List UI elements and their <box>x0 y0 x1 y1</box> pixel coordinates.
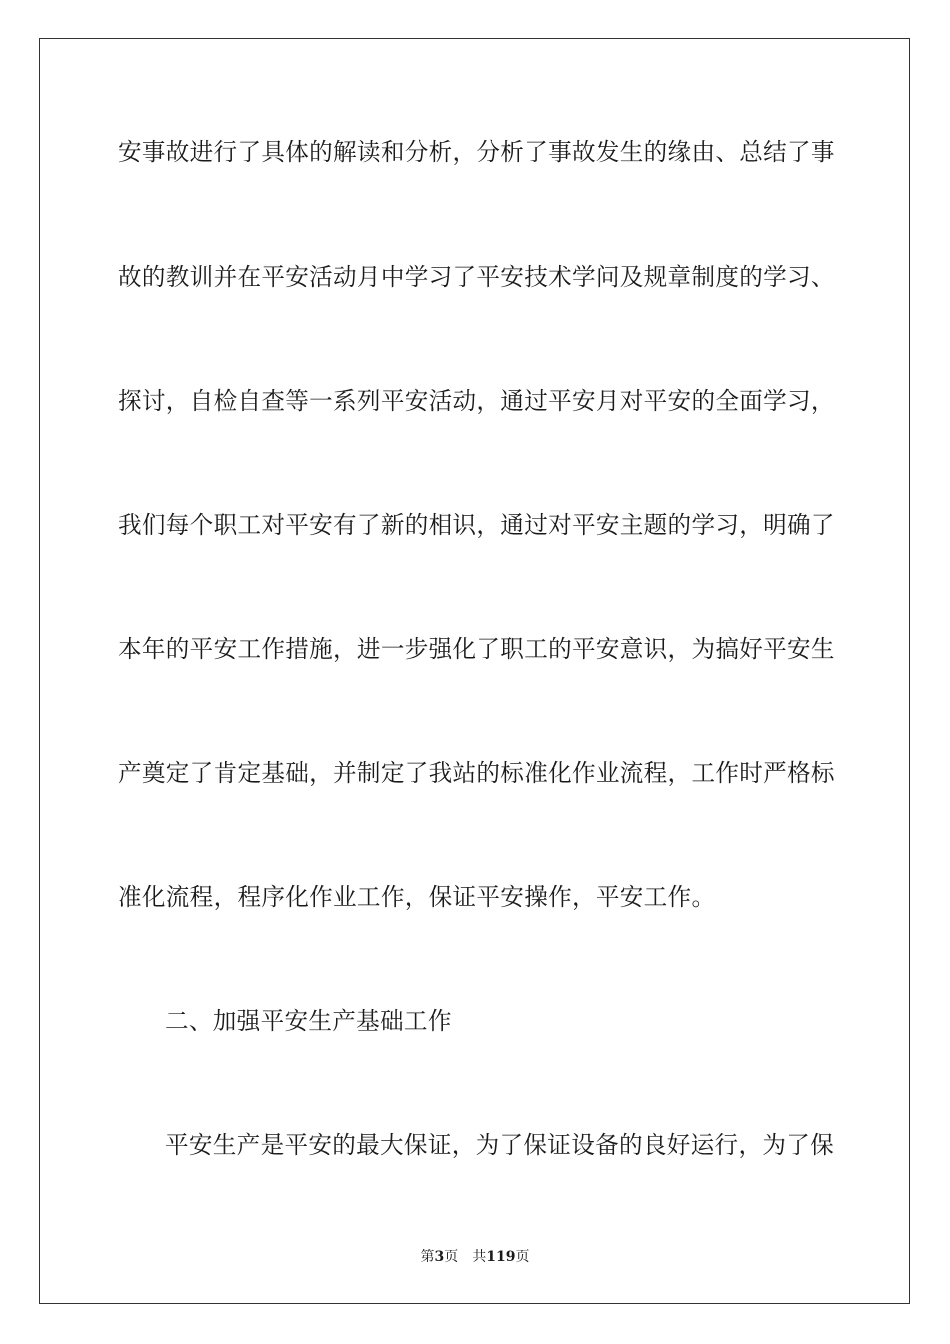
page-number: 3 <box>434 1249 445 1265</box>
page-suffix: 页 <box>444 1249 459 1265</box>
body-text-line: 准化流程，程序化作业工作，保证平安操作，平安工作。 <box>118 883 716 911</box>
total-prefix: 共 <box>472 1249 487 1265</box>
section-heading: 二、加强平安生产基础工作 <box>165 1007 452 1035</box>
body-text-line: 故的教训并在平安活动月中学习了平安技术学问及规章制度的学习、 <box>118 263 835 291</box>
total-suffix: 页 <box>515 1249 530 1265</box>
total-pages: 119 <box>486 1249 516 1265</box>
page-prefix: 第 <box>420 1249 435 1265</box>
body-text-line: 探讨，自检自查等一系列平安活动，通过平安月对平安的全面学习， <box>118 387 835 415</box>
page-footer <box>0 1248 950 1266</box>
body-text-line: 产奠定了肯定基础，并制定了我站的标准化作业流程，工作时严格标 <box>118 759 835 787</box>
body-text-line: 本年的平安工作措施，进一步强化了职工的平安意识，为搞好平安生 <box>118 635 835 663</box>
body-text-line: 平安生产是平安的最大保证，为了保证设备的良好运行，为了保 <box>165 1131 835 1159</box>
page-border <box>39 38 910 1304</box>
body-text-line: 安事故进行了具体的解读和分析，分析了事故发生的缘由、总结了事 <box>118 138 835 166</box>
body-text-line: 我们每个职工对平安有了新的相识，通过对平安主题的学习，明确了 <box>118 511 835 539</box>
